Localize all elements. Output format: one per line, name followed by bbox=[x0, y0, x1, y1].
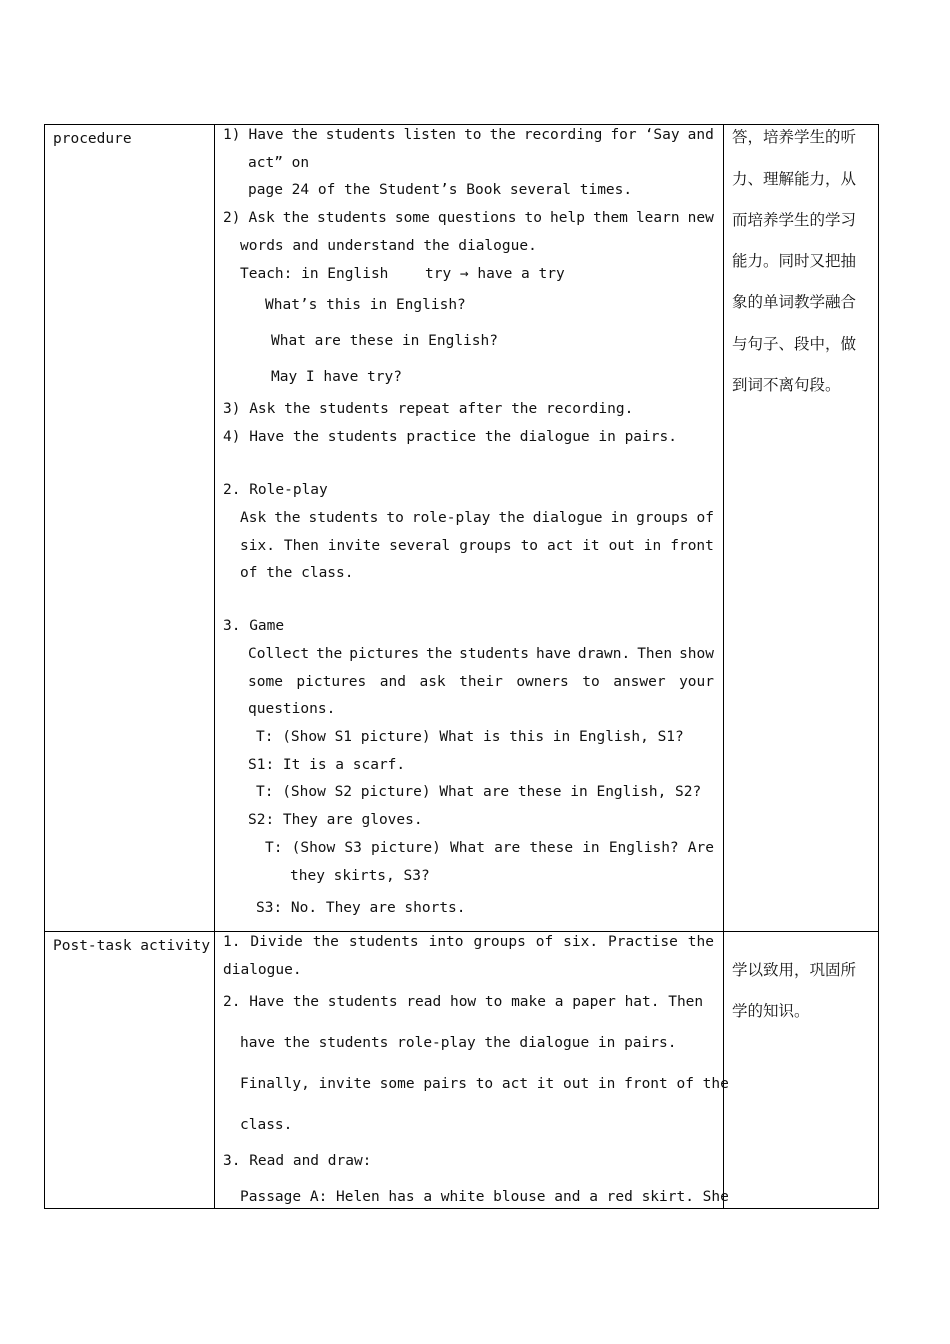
example-sentence: What’s this in English? bbox=[265, 297, 466, 313]
word: answer bbox=[613, 674, 666, 690]
word: ask bbox=[419, 674, 446, 690]
column-divider bbox=[723, 125, 724, 1208]
dialogue-line: S2: They are gloves. bbox=[248, 812, 423, 828]
word: in bbox=[643, 538, 662, 554]
step-1-line bbox=[223, 126, 714, 144]
dialogue-line: T: (Show S1 picture) What is this in English, S1? bbox=[256, 729, 684, 745]
word: English? bbox=[608, 840, 679, 856]
word: six. bbox=[240, 538, 275, 554]
word: (Show bbox=[291, 840, 336, 856]
word: drawn. bbox=[577, 646, 631, 662]
word: invite bbox=[327, 538, 381, 554]
word: have bbox=[535, 646, 571, 662]
word: students bbox=[459, 646, 530, 662]
word: T: bbox=[265, 840, 283, 856]
dialogue-line: S1: It is a scarf. bbox=[248, 757, 406, 773]
word: ‘Say bbox=[644, 127, 680, 143]
word: questions bbox=[437, 210, 517, 226]
word: picture) bbox=[371, 840, 441, 856]
word: of bbox=[535, 934, 554, 950]
word: groups bbox=[636, 510, 689, 526]
word: 1) bbox=[223, 127, 241, 143]
word: new bbox=[687, 210, 714, 226]
word: are bbox=[494, 840, 521, 856]
word: the bbox=[274, 510, 301, 526]
post-step-3-title: 3. Read and draw: bbox=[223, 1153, 372, 1169]
word: your bbox=[679, 674, 714, 690]
role-play-line-3: of the class. bbox=[240, 565, 354, 581]
game-line-3: questions. bbox=[248, 701, 336, 717]
word: students bbox=[308, 510, 379, 526]
word: into bbox=[428, 934, 464, 950]
word: owners bbox=[516, 674, 569, 690]
post-step-2-line-2: have the students role-play the dialogue in pairs. bbox=[240, 1035, 677, 1051]
word: six. bbox=[563, 934, 599, 950]
word: the bbox=[291, 127, 318, 143]
word: to bbox=[524, 210, 542, 226]
word: pictures bbox=[349, 646, 420, 662]
stage-label-post-task: Post-task activity bbox=[53, 938, 211, 954]
word: role-play bbox=[411, 510, 491, 526]
post-step-2-line: 2. Have the students read how to make a paper hat. Then bbox=[223, 994, 704, 1010]
dialogue-line bbox=[265, 839, 714, 857]
word: to bbox=[520, 538, 539, 554]
post-step-2-line-3: Finally, invite some pairs to act it out in front of the bbox=[240, 1076, 729, 1092]
teach-try: try → have a try bbox=[425, 266, 565, 282]
step-1-line-3: page 24 of the Student’s Book several times. bbox=[248, 182, 633, 198]
post-step-1-line-2: dialogue. bbox=[223, 962, 302, 978]
game-line bbox=[248, 645, 714, 663]
teach-label: Teach: in English bbox=[240, 266, 389, 282]
word: Then bbox=[637, 646, 673, 662]
word: Divide bbox=[250, 934, 303, 950]
word: of bbox=[696, 510, 714, 526]
word: help bbox=[550, 210, 585, 226]
note-line: 答，培养学生的听 bbox=[732, 128, 857, 146]
note-line: 学以致用，巩固所 bbox=[732, 961, 857, 979]
word: Ask bbox=[248, 210, 275, 226]
note-line: 能力。同时又把抽 bbox=[732, 252, 857, 270]
word: for bbox=[610, 127, 637, 143]
word: their bbox=[459, 674, 503, 690]
step-4-line: 4) Have the students practice the dialogue in pairs. bbox=[223, 429, 677, 445]
step-1-line-2: act” on bbox=[248, 155, 310, 171]
word: 2) bbox=[223, 210, 241, 226]
word: some bbox=[394, 210, 430, 226]
note-line: 力、理解能力，从 bbox=[732, 170, 857, 188]
word: to bbox=[582, 674, 600, 690]
stage-label-procedure: procedure bbox=[53, 131, 132, 147]
step-2-line bbox=[223, 209, 714, 227]
word: students bbox=[348, 934, 419, 950]
word: Are bbox=[687, 840, 714, 856]
example-sentence: May I have try? bbox=[271, 369, 402, 385]
word: and bbox=[379, 674, 406, 690]
example-sentence: What are these in English? bbox=[271, 333, 498, 349]
step-2-line-2: words and understand the dialogue. bbox=[240, 238, 537, 254]
word: Ask bbox=[240, 510, 267, 526]
role-play-line bbox=[240, 537, 714, 555]
note-line: 与句子、段中，做 bbox=[732, 335, 857, 353]
word: listen bbox=[403, 127, 457, 143]
word: the bbox=[687, 934, 714, 950]
word: show bbox=[679, 646, 714, 662]
word: recording bbox=[523, 127, 603, 143]
word: Have bbox=[248, 127, 284, 143]
word: the bbox=[489, 127, 516, 143]
step-3-line: 3) Ask the students repeat after the recording. bbox=[223, 401, 634, 417]
word: front bbox=[670, 538, 714, 554]
passage-a-line: Passage A: Helen has a white blouse and a red skirt. She bbox=[240, 1189, 729, 1205]
word: Collect bbox=[248, 646, 310, 662]
word: the bbox=[282, 210, 309, 226]
word: students bbox=[317, 210, 387, 226]
word: learn bbox=[635, 210, 680, 226]
word: in bbox=[610, 510, 629, 526]
word: students bbox=[325, 127, 396, 143]
dialogue-line: T: (Show S2 picture) What are these in English, S2? bbox=[256, 784, 702, 800]
word: the bbox=[426, 646, 453, 662]
dialogue-line-cont: they skirts, S3? bbox=[290, 868, 430, 884]
word: to bbox=[386, 510, 404, 526]
note-line: 象的单词教学融合 bbox=[732, 293, 857, 311]
word: 1. bbox=[223, 934, 241, 950]
word: groups bbox=[459, 538, 512, 554]
column-divider bbox=[214, 125, 215, 1208]
word: act bbox=[547, 538, 574, 554]
word: S3 bbox=[344, 840, 362, 856]
word: the bbox=[312, 934, 339, 950]
role-play-line bbox=[240, 509, 714, 527]
word: some bbox=[248, 674, 283, 690]
row-divider bbox=[45, 931, 878, 932]
word: it bbox=[582, 538, 600, 554]
note-line: 学的知识。 bbox=[732, 1002, 810, 1020]
game-line bbox=[248, 673, 714, 691]
word: Then bbox=[283, 538, 319, 554]
word: dialogue bbox=[532, 510, 603, 526]
game-title: 3. Game bbox=[223, 618, 285, 634]
word: pictures bbox=[296, 674, 367, 690]
word: to bbox=[464, 127, 482, 143]
word: Practise bbox=[607, 934, 678, 950]
note-line: 而培养学生的学习 bbox=[732, 211, 857, 229]
post-step-1-line bbox=[223, 933, 714, 951]
word: them bbox=[592, 210, 628, 226]
word: several bbox=[389, 538, 451, 554]
role-play-title: 2. Role-play bbox=[223, 482, 328, 498]
word: the bbox=[498, 510, 525, 526]
word: out bbox=[608, 538, 635, 554]
word: What bbox=[450, 840, 485, 856]
word: and bbox=[687, 127, 714, 143]
post-step-2-line-4: class. bbox=[240, 1117, 293, 1133]
dialogue-line: S3: No. They are shorts. bbox=[256, 900, 466, 916]
word: in bbox=[582, 840, 600, 856]
note-line: 到词不离句段。 bbox=[732, 376, 841, 394]
word: groups bbox=[473, 934, 526, 950]
word: the bbox=[316, 646, 343, 662]
word: these bbox=[529, 840, 574, 856]
